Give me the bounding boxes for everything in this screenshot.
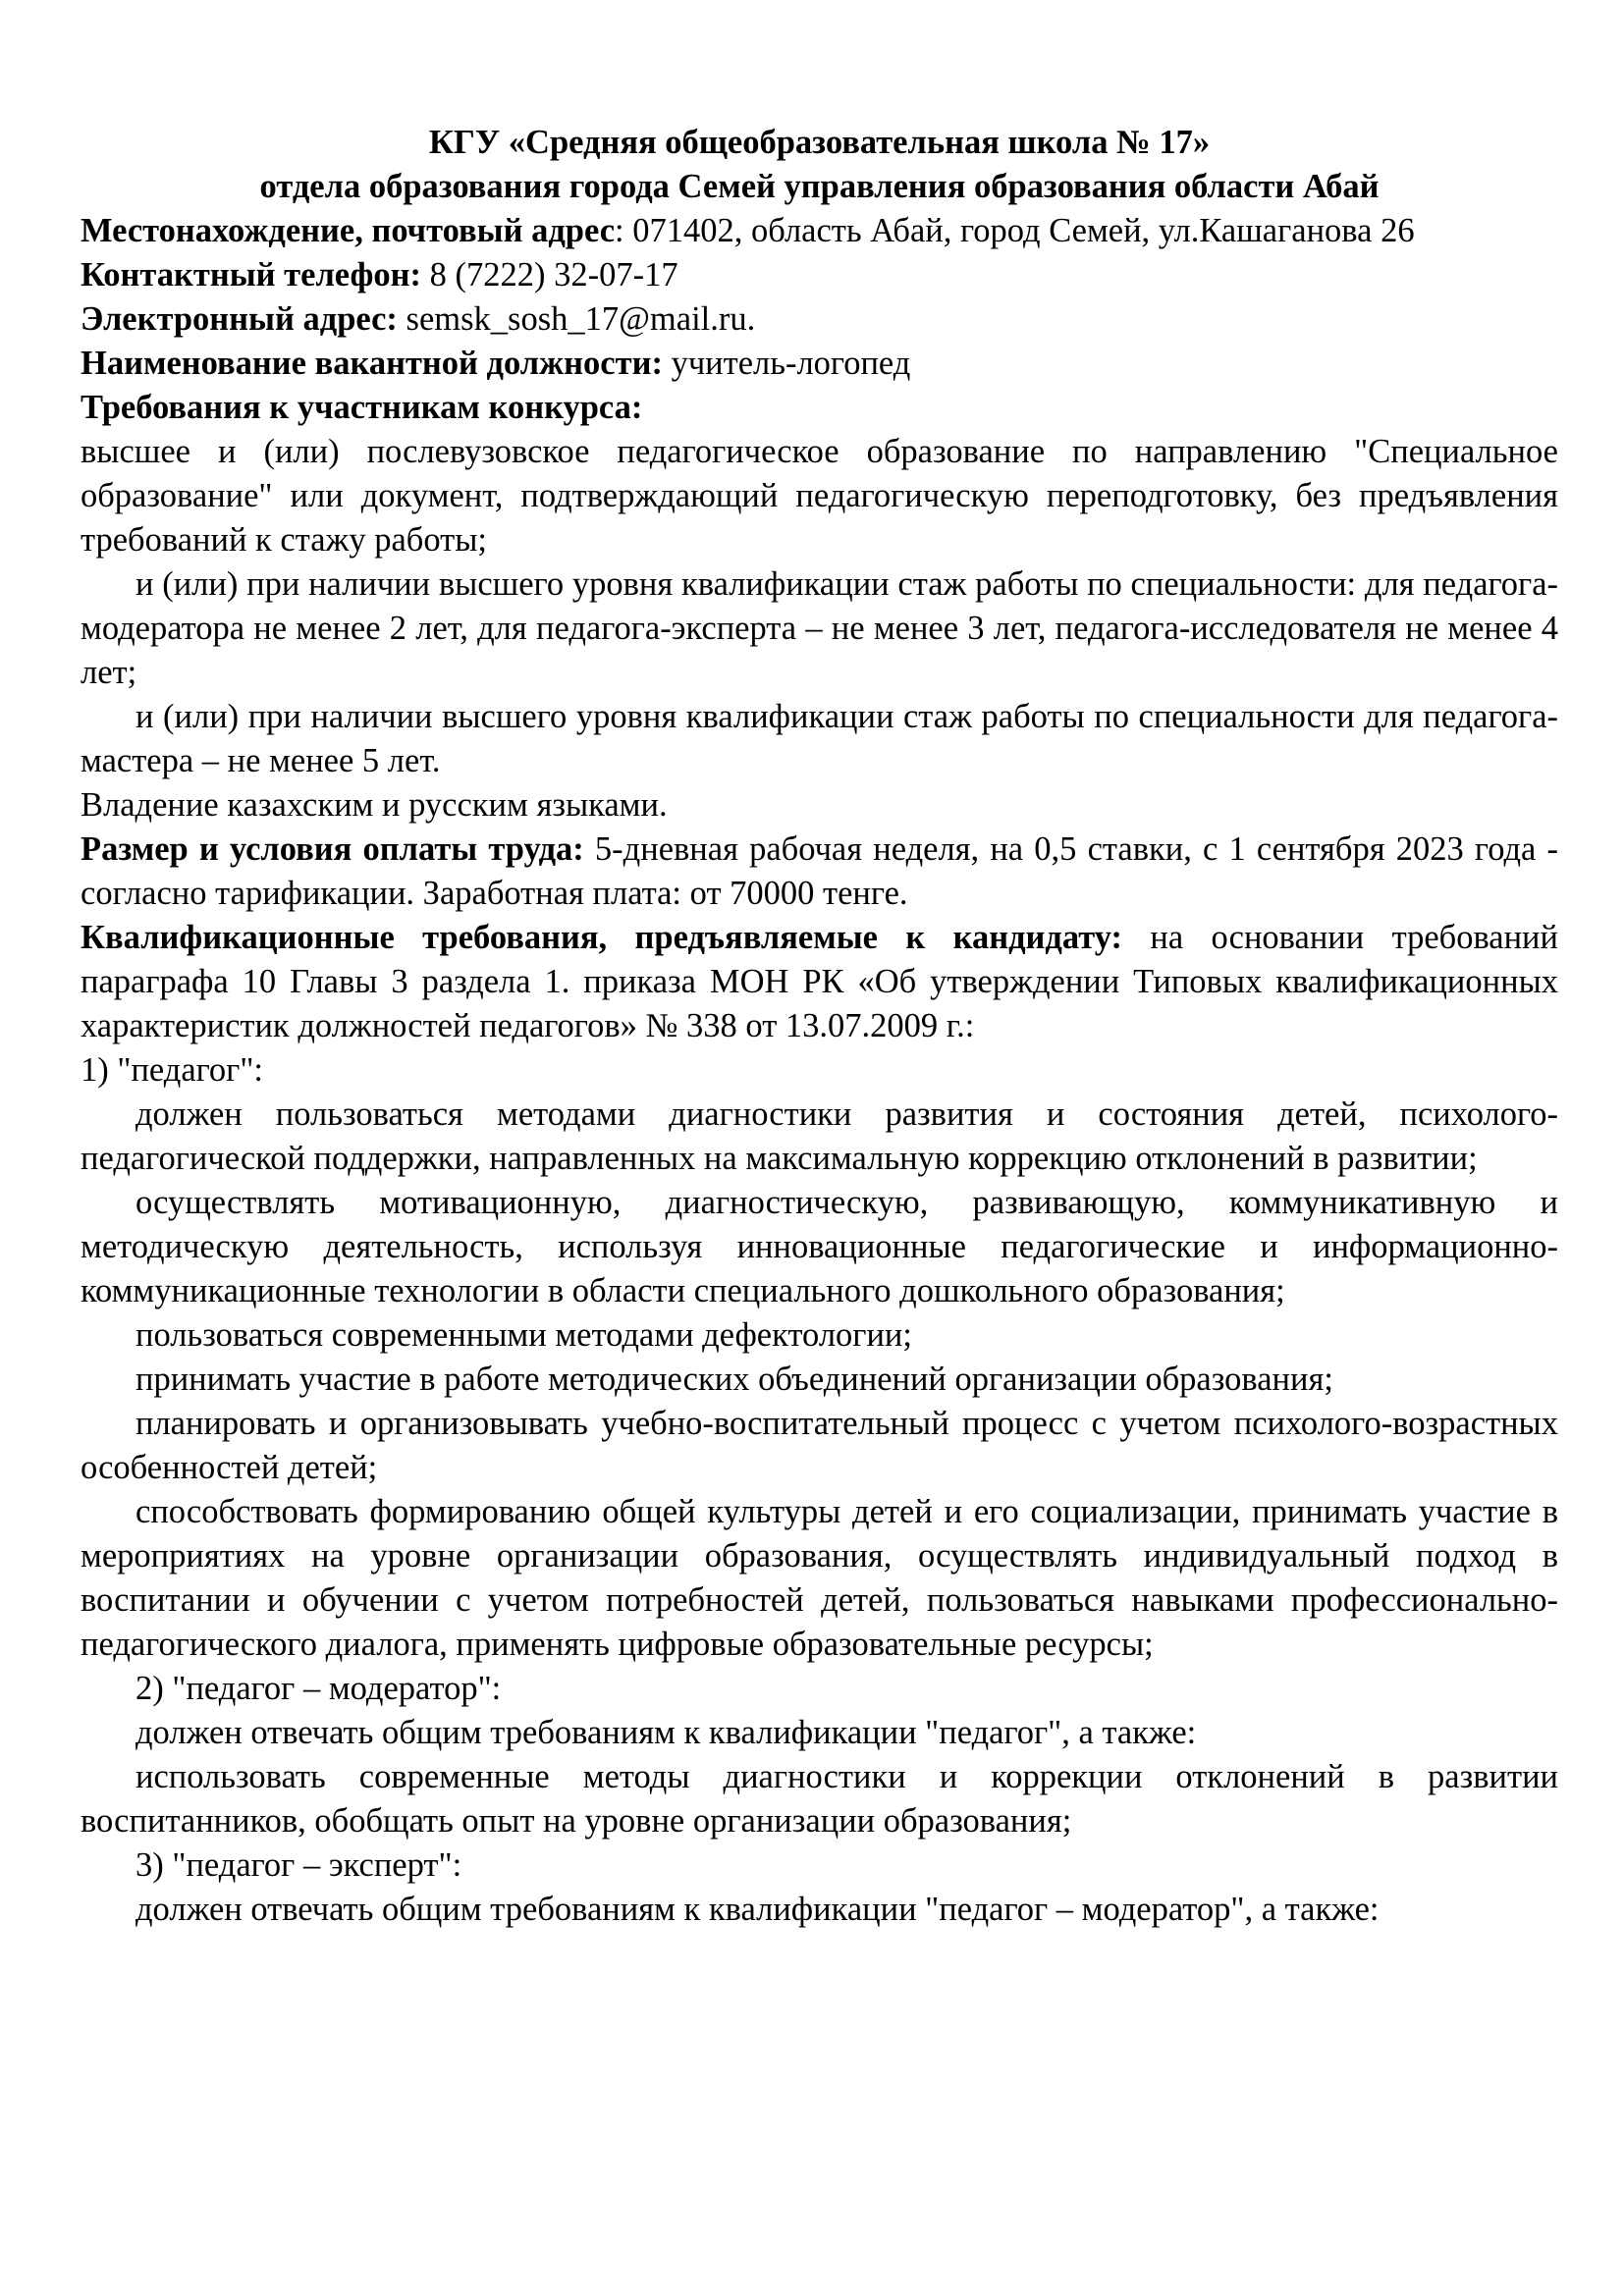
position-line: [81, 342, 1558, 386]
level-item: должен отвечать общим требованиям к квалификации "педагог – модератор", а также:: [135, 1891, 1380, 1928]
level-item: должен отвечать общим требованиям к квалификации "педагог", а также:: [135, 1714, 1197, 1751]
document-title-line1: КГУ «Средняя общеобразовательная школа № 17»: [428, 124, 1211, 161]
level-heading-teacher: 1) "педагог":: [81, 1051, 263, 1089]
requirement-paragraph: высшее и (или) послевузовское педагогическое образование по направлению "Специальное образование" или документ, подтверждающий педагогическую переподготовку, без предъявления требований к стажу работы;: [81, 433, 1558, 559]
qualification-value: на основании требований параграфа 10 Главы 3 раздела 1. приказа МОН РК «Об утверждении Типовых квалификационных характеристик должностей педагогов» № 338 от 13.07.2009 г.:: [81, 919, 1558, 1044]
level-item: пользоваться современными методами дефектологии;: [135, 1316, 912, 1354]
requirements-heading: [81, 386, 1558, 430]
address-label: Местонахождение, почтовый адрес: [81, 212, 616, 249]
requirement-paragraph: и (или) при наличии высшего уровня квалификации стаж работы по специальности для педагога-мастера – не менее 5 лет.: [81, 698, 1558, 779]
email-label: Электронный адрес:: [81, 300, 398, 338]
email-value: semsk_sosh_17@mail.ru.: [397, 300, 756, 338]
qualification-label: Квалификационные требования, предъявляемые к кандидату:: [81, 919, 1122, 956]
position-label: Наименование вакантной должности:: [81, 345, 663, 382]
phone-label: Контактный телефон:: [81, 256, 422, 294]
document-title-line2: отдела образования города Семей управления образования области Абай: [259, 168, 1380, 205]
level-item: использовать современные методы диагностики и коррекции отклонений в развитии воспитанников, обобщать опыт на уровне организации образования;: [81, 1758, 1558, 1840]
level-item: осуществлять мотивационную, диагностическую, развивающую, коммуникативную и методическую деятельность, используя инновационные педагогические и информационно-коммуникационные технологии в области специального дошкольного образования;: [81, 1184, 1558, 1309]
address-value: : 071402, область Абай, город Семей, ул.Кашаганова 26: [615, 212, 1415, 249]
salary-value: 5-дневная рабочая неделя, на 0,5 ставки, с 1 сентября 2023 года - согласно тарификации. Заработная плата: от 70000 тенге.: [81, 830, 1558, 912]
salary-label: Размер и условия оплаты труда:: [81, 830, 584, 868]
requirements-label: Требования к участникам конкурса:: [81, 389, 643, 426]
salary-paragraph: [81, 828, 1558, 916]
level-item: способствовать формированию общей культуры детей и его социализации, принимать участие в мероприятиях на уровне организации образования, осуществлять индивидуальный подход в воспитании и обучении с учетом потребностей детей, пользоваться навыками профессионально-педагогического диалога, применять цифровые образовательные ресурсы;: [81, 1493, 1558, 1663]
phone-value: 8 (7222) 32-07-17: [421, 256, 678, 294]
qualification-paragraph: [81, 916, 1558, 1048]
requirement-paragraph: и (или) при наличии высшего уровня квалификации стаж работы по специальности: для педагога-модератора не менее 2 лет, для педагога-эксперта – не менее 3 лет, педагога-исследователя не менее 4 лет;: [81, 565, 1558, 691]
document-page: [81, 121, 1558, 1932]
level-item: должен пользоваться методами диагностики развития и состояния детей, психолого-педагогической поддержки, направленных на максимальную коррекцию отклонений в развитии;: [81, 1095, 1558, 1177]
address-line: [81, 209, 1558, 253]
level-heading-expert: 3) "педагог – эксперт":: [135, 1846, 462, 1884]
level-item: принимать участие в работе методических объединений организации образования;: [135, 1361, 1333, 1398]
email-line: [81, 297, 1558, 342]
position-value: учитель-логопед: [662, 345, 911, 382]
phone-line: [81, 253, 1558, 297]
language-requirement: Владение казахским и русским языками.: [81, 786, 668, 824]
level-heading-moderator: 2) "педагог – модератор":: [135, 1670, 502, 1707]
level-item: планировать и организовывать учебно-воспитательный процесс с учетом психолого-возрастных особенностей детей;: [81, 1405, 1558, 1486]
